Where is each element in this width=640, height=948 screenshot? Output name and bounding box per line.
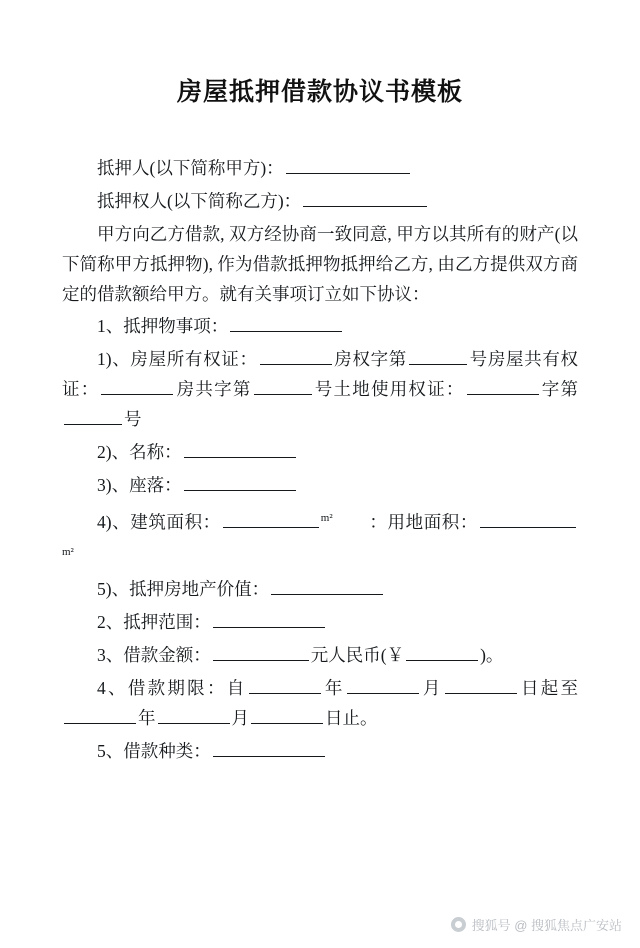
fill-in-blank[interactable] xyxy=(251,706,323,724)
fill-in-blank[interactable] xyxy=(213,610,325,628)
doc-text: 2、抵押范围： xyxy=(97,611,211,632)
unit-label: m² xyxy=(320,512,333,524)
watermark-text: 搜狐号 @ 搜狐焦点广安站 xyxy=(471,918,622,933)
doc-text: 年 xyxy=(322,677,345,698)
fill-in-blank[interactable] xyxy=(409,347,467,365)
doc-line-item-1-5 xyxy=(62,574,578,604)
fill-in-blank[interactable] xyxy=(480,510,576,528)
doc-text: 日止。 xyxy=(325,707,378,728)
doc-text: 号土地使用权证： xyxy=(313,379,465,399)
doc-line-item-5 xyxy=(62,736,578,766)
fill-in-blank[interactable] xyxy=(347,676,419,694)
doc-text: 年 xyxy=(138,707,156,728)
doc-line-preamble xyxy=(62,219,578,309)
doc-text: 抵押权人(以下简称乙方)： xyxy=(97,191,302,211)
fill-in-blank[interactable] xyxy=(286,156,410,174)
doc-text: 抵押人(以下简称甲方)： xyxy=(97,158,284,178)
doc-text: 房共字第 xyxy=(175,379,252,399)
doc-line-item-3 xyxy=(62,640,578,670)
doc-text: 3)、座落： xyxy=(97,475,182,495)
doc-text: 4、借款期限：自 xyxy=(97,677,247,698)
fill-in-blank[interactable] xyxy=(158,706,230,724)
doc-text: 字第 xyxy=(540,379,579,399)
document-page xyxy=(0,72,640,948)
fill-in-blank[interactable] xyxy=(406,643,478,661)
fill-in-blank[interactable] xyxy=(223,510,319,528)
doc-text: )。 xyxy=(480,644,504,665)
fill-in-blank[interactable] xyxy=(445,676,517,694)
document-body xyxy=(62,153,578,766)
doc-line-item-4 xyxy=(62,673,578,733)
fill-in-blank[interactable] xyxy=(184,440,296,458)
doc-text: 元人民币(￥ xyxy=(310,644,405,665)
doc-text: 1)、房屋所有权证： xyxy=(97,349,258,369)
doc-text: 5、借款种类： xyxy=(97,740,211,761)
doc-line-item-1-4 xyxy=(62,503,578,571)
doc-line-item-1 xyxy=(62,311,578,341)
doc-text: 日起至 xyxy=(518,677,579,698)
doc-text: ：用地面积： xyxy=(332,511,479,532)
doc-text: 2)、名称： xyxy=(97,442,182,462)
fill-in-blank[interactable] xyxy=(467,377,539,395)
page-title: 房屋抵押借款协议书模板 xyxy=(176,78,463,106)
doc-text: 月 xyxy=(231,707,249,728)
fill-in-blank[interactable] xyxy=(64,706,136,724)
doc-text: 月 xyxy=(420,677,443,698)
watermark xyxy=(451,915,622,934)
doc-text: 1、抵押物事项： xyxy=(97,316,229,336)
doc-line-item-1-2 xyxy=(62,437,578,467)
unit-label: m² xyxy=(62,545,74,558)
doc-text: 4)、建筑面积： xyxy=(97,511,221,532)
fill-in-blank[interactable] xyxy=(184,473,296,491)
fill-in-blank[interactable] xyxy=(101,377,173,395)
fill-in-blank[interactable] xyxy=(260,347,332,365)
fill-in-blank[interactable] xyxy=(271,577,383,595)
fill-in-blank[interactable] xyxy=(254,377,312,395)
doc-text: 房权字第 xyxy=(333,349,407,369)
doc-text: 5)、抵押房地产价值： xyxy=(97,578,270,599)
fill-in-blank[interactable] xyxy=(213,643,309,661)
fill-in-blank[interactable] xyxy=(230,314,342,332)
doc-line-item-2 xyxy=(62,607,578,637)
doc-text: 甲方向乙方借款, 双方经协商一致同意, 甲方以其所有的财产(以下简称甲方抵押物), 作为借款抵押物抵押给乙方, 由乙方提供双方商定的借款额给甲方。就有关事项订立如下协议： xyxy=(62,224,578,304)
fill-in-blank[interactable] xyxy=(249,676,321,694)
doc-text: 号房屋共有权证： xyxy=(62,349,579,399)
doc-line-item-1-1 xyxy=(62,344,578,434)
doc-text: 号 xyxy=(124,409,142,429)
doc-line-mortgagee xyxy=(62,186,578,216)
doc-line-item-1-3 xyxy=(62,470,578,500)
doc-text: 3、借款金额： xyxy=(97,644,211,665)
sohu-logo-icon xyxy=(451,917,466,932)
fill-in-blank[interactable] xyxy=(64,407,122,425)
fill-in-blank[interactable] xyxy=(303,189,427,207)
doc-line-mortgagor xyxy=(62,153,578,183)
fill-in-blank[interactable] xyxy=(213,739,325,757)
